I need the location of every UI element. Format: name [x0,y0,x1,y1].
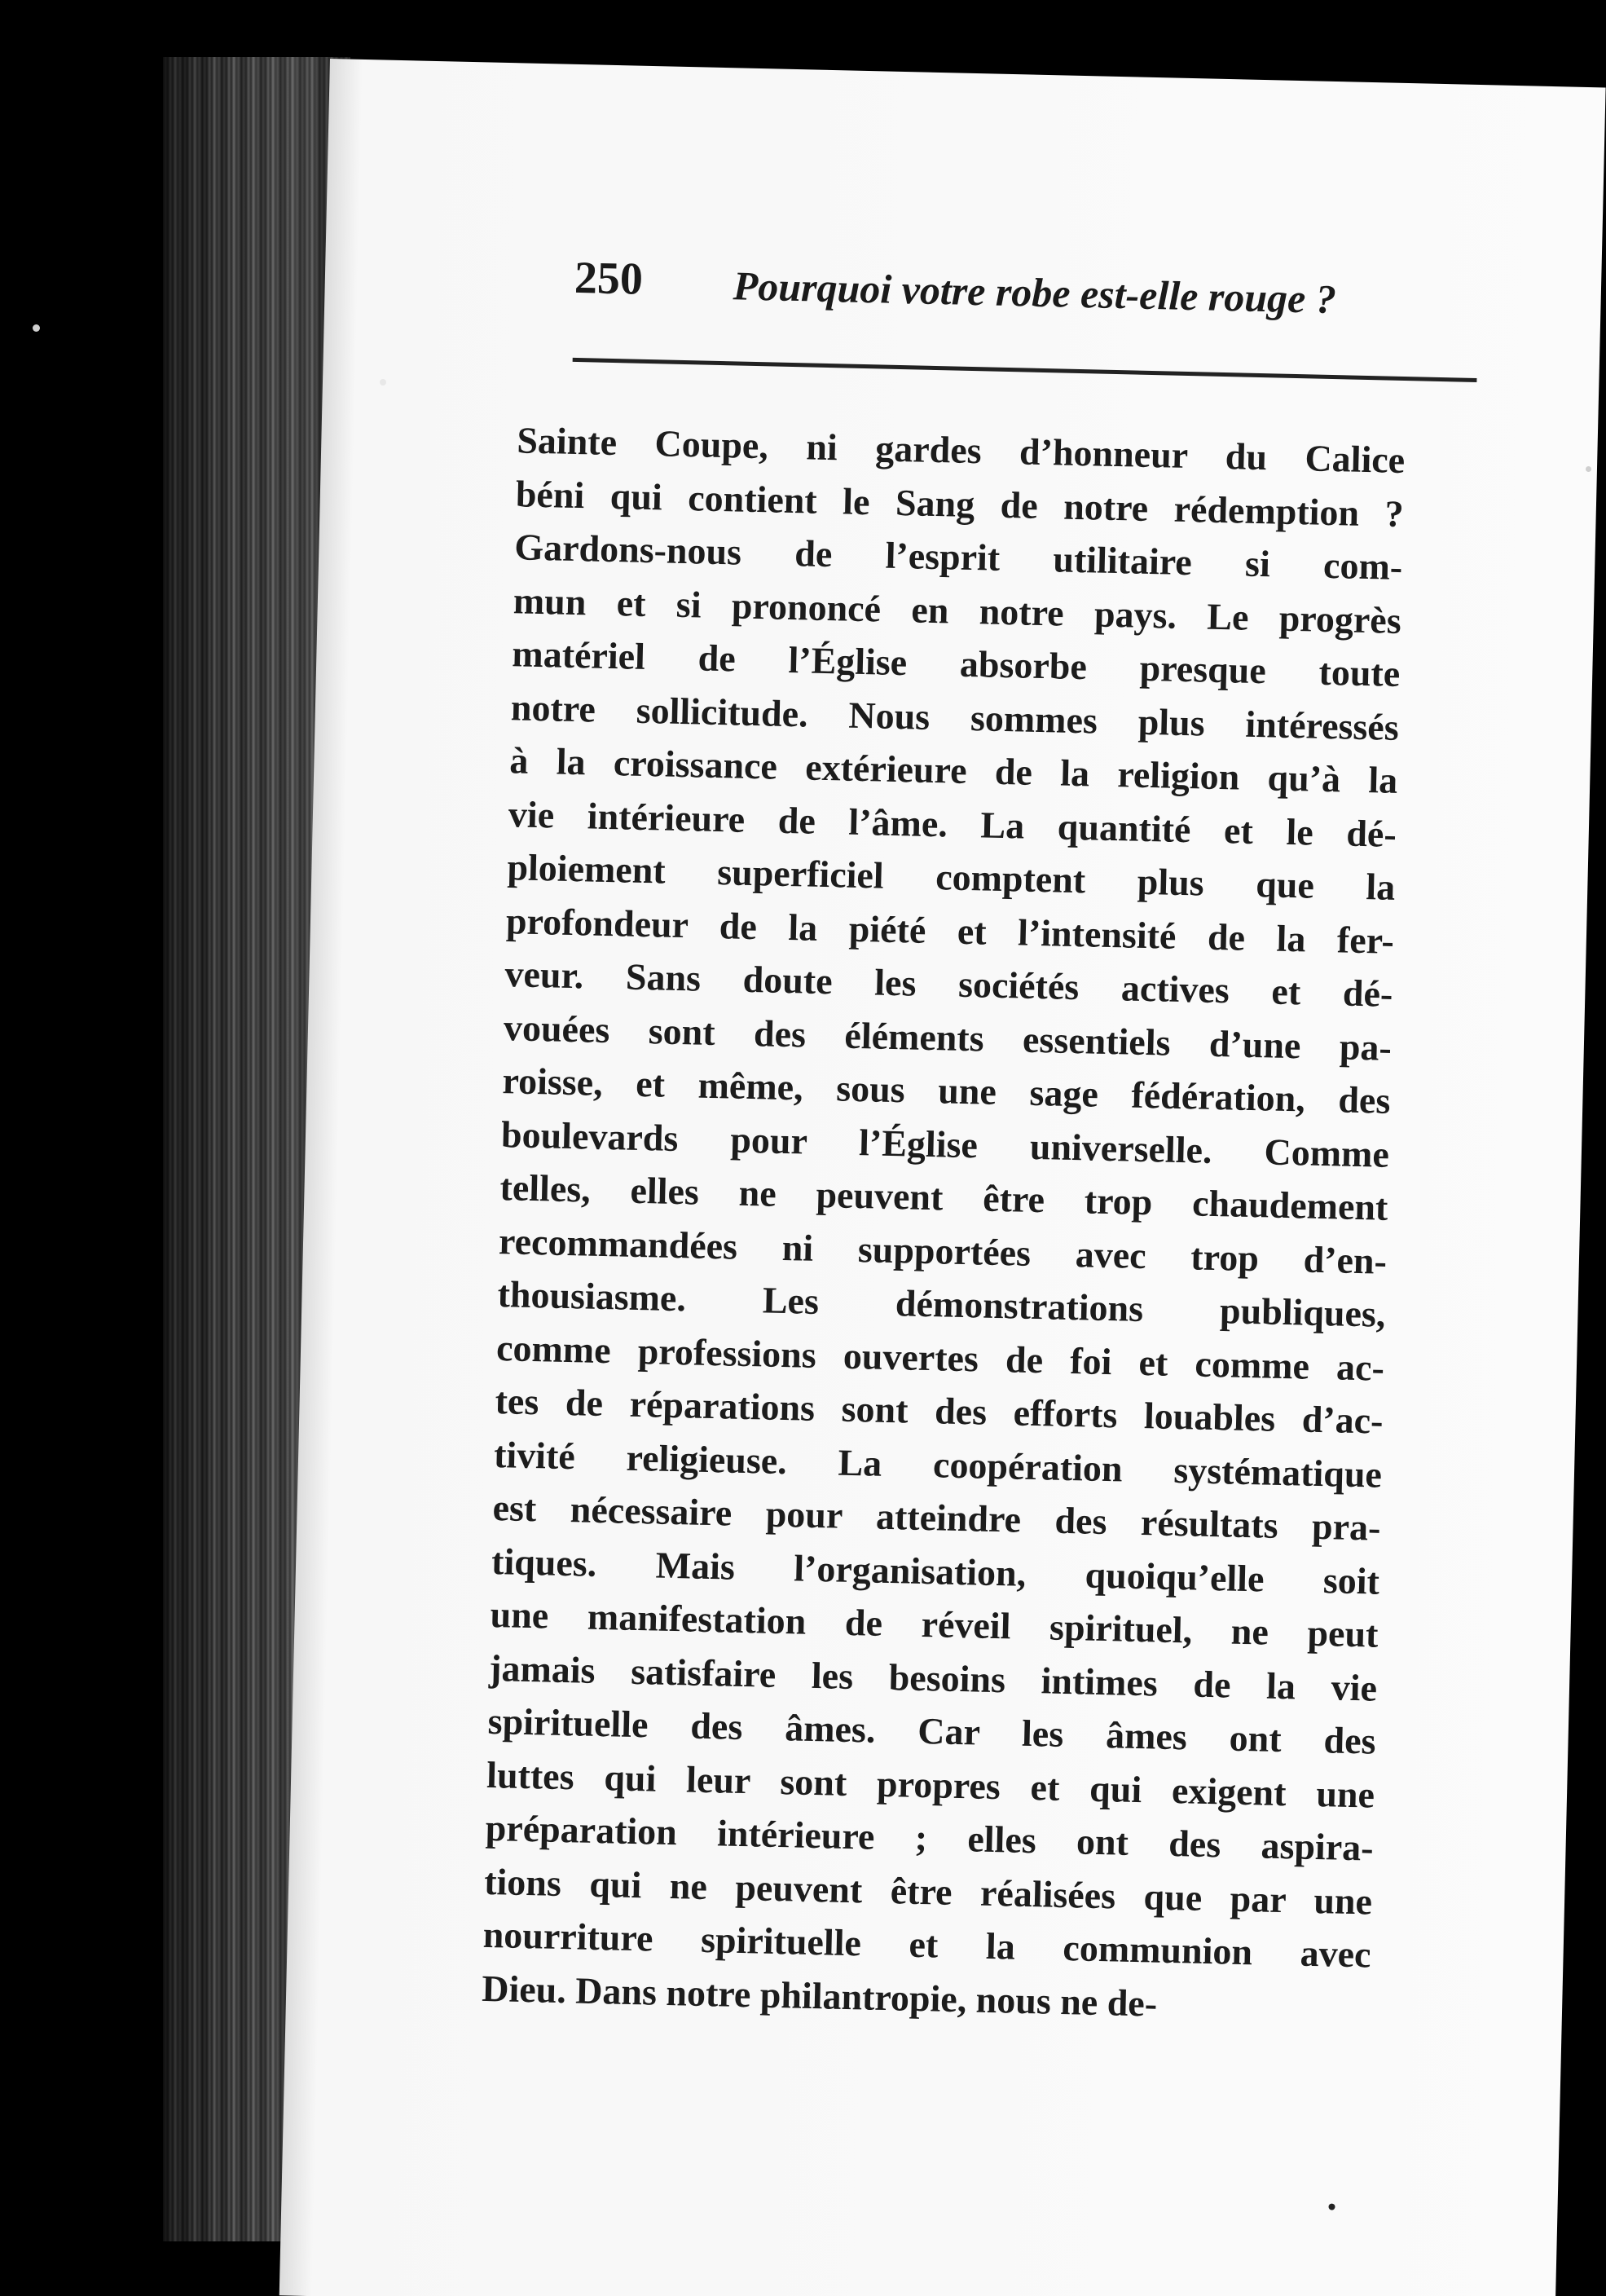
text-line: vie intérieure de l’âme. La quantité et le dé- [508,792,1397,855]
text-line: spirituelle des âmes. Car les âmes ont des [487,1699,1377,1762]
text-line: ploiement superficiel comptent plus que la [506,846,1396,908]
text-line: à la croissance extérieure de la religion qu’à la [508,739,1398,801]
text-line: boulevards pour l’Église universelle. Comme [500,1113,1390,1175]
book-page [279,59,1606,2296]
scan-speck [33,324,40,332]
header-rule [573,358,1477,382]
page-number: 250 [574,252,644,305]
text-line: Dieu. Dans notre philantropie, nous ne de- [481,1967,1158,2025]
page-header [573,252,1471,370]
text-line: profondeur de la piété et l’intensité de la fer- [505,899,1395,962]
text-line: tions qui ne peuvent être réalisées que par une [483,1860,1373,1923]
text-line: une manifestation de réveil spirituel, ne peut [490,1593,1379,1655]
text-line: matériel de l’Église absorbe presque toute [511,632,1401,694]
text-line: notre sollicitude. Nous sommes plus intéressés [510,685,1400,748]
text-line: jamais satisfaire les besoins intimes de la vie [488,1646,1378,1709]
text-line: préparation intérieure ; elles ont des aspira- [485,1806,1375,1869]
text-line: nourriture spirituelle et la communion avec [482,1913,1372,1976]
text-line: comme professions ouvertes de foi et comme ac- [495,1326,1385,1389]
text-line: Sainte Coupe, ni gardes d’honneur du Calice [516,419,1406,482]
text-line: béni qui contient le Sang de notre rédemption ? [515,472,1405,535]
text-line: veur. Sans doute les sociétés actives et dé- [504,953,1393,1015]
text-line: tes de réparations sont des efforts louables d’ac- [495,1380,1384,1442]
text-line: tivité religieuse. La coopération systématique [493,1433,1383,1496]
text-line: Gardons-nous de l’esprit utilitaire si com- [513,526,1403,588]
body-text [482,413,1406,2034]
text-line: thousiasme. Les démonstrations publiques, [497,1273,1386,1335]
scan-speck [1586,466,1591,472]
text-line: mun et si prononcé en notre pays. Le progrès [513,579,1402,641]
text-line: telles, elles ne peuvent être trop chaudement [499,1166,1388,1228]
scan-speck [380,379,386,386]
text-line: luttes qui leur sont propres et qui exigent une [486,1753,1375,1816]
text-line: recommandées ni supportées avec trop d’en- [498,1219,1388,1282]
text-line: tiques. Mais l’organisation, quoiqu’elle soit [491,1540,1380,1602]
ink-dot [1328,2203,1335,2210]
running-title: Pourquoi votre robe est-elle rouge ? [733,262,1337,323]
text-line: vouées sont des éléments essentiels d’une pa- [503,1006,1393,1069]
text-line: roisse, et même, sous une sage fédération, des [502,1060,1391,1122]
text-line: est nécessaire pour atteindre des résultats pra- [492,1486,1382,1549]
